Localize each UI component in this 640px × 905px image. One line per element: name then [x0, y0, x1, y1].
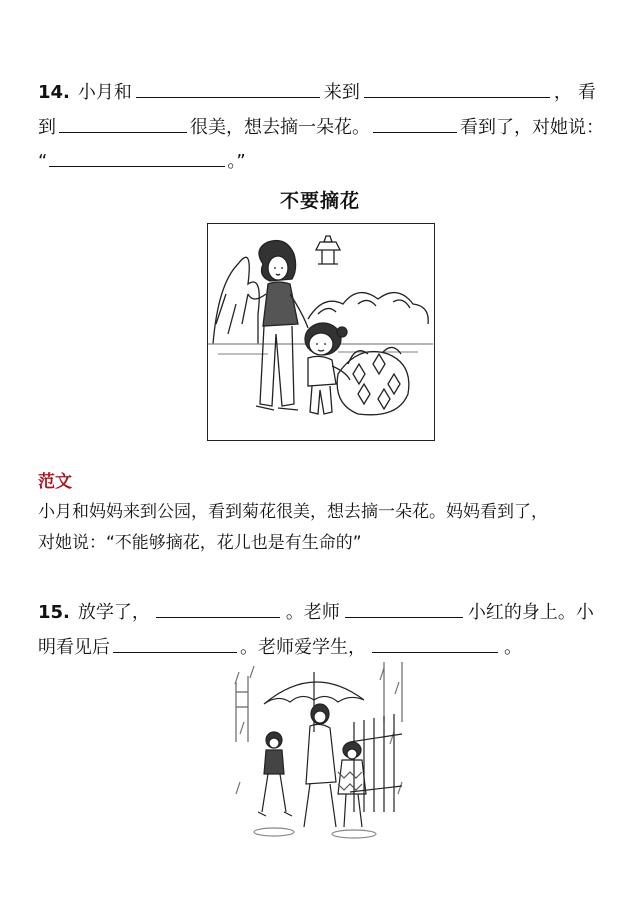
model-answer-label: 范文 [38, 472, 72, 492]
q14-text: ，看 [553, 82, 602, 103]
q14-open-quote: “ [38, 151, 48, 172]
q15-blank-action[interactable] [345, 601, 463, 618]
q14-number: 14. [38, 82, 70, 103]
q15-text: 小红的身上。小 [467, 602, 594, 623]
q15-text: 放学了， [77, 602, 150, 623]
illustration-mother-girl-flowers [207, 223, 435, 441]
q14-text: 很美，想去摘一朵花。 [190, 117, 370, 138]
q15-text: 。老师爱学生， [240, 637, 366, 658]
model-answer-line-2: 对她说：“不能够摘花，花儿也是有生命的” [38, 533, 362, 553]
q15-blank-reaction[interactable] [113, 636, 237, 653]
q14-blank-person[interactable] [373, 116, 457, 133]
illustration-teacher-umbrella-rain [234, 662, 406, 844]
q14-line-3 [38, 147, 246, 173]
q14-blank-where[interactable] [364, 81, 550, 98]
model-answer-line-1: 小月和妈妈来到公园，看到菊花很美，想去摘一朵花。妈妈看到了， [38, 502, 548, 522]
q15-blank-ending[interactable] [372, 636, 498, 653]
q15-blank-weather[interactable] [156, 601, 280, 618]
q15-line-1 [38, 598, 594, 624]
picture-title: 不要摘花 [279, 190, 360, 212]
q14-line-2 [38, 113, 604, 139]
q14-close-quote: 。” [227, 151, 246, 172]
q14-text: 看到了，对她说： [460, 117, 604, 138]
q15-text: 明看见后 [38, 637, 110, 658]
q15-number: 15. [38, 602, 70, 623]
q14-blank-who[interactable] [136, 81, 320, 98]
q15-text: 。老师 [285, 602, 340, 623]
q15-text: 。 [504, 637, 522, 658]
q14-blank-what[interactable] [59, 116, 187, 133]
q14-text: 小月和 [77, 82, 132, 103]
q14-blank-speech[interactable] [49, 150, 225, 167]
q14-text: 到 [38, 117, 56, 138]
q15-line-2 [38, 633, 522, 659]
q14-line-1 [38, 78, 602, 104]
q14-text: 来到 [323, 82, 360, 103]
